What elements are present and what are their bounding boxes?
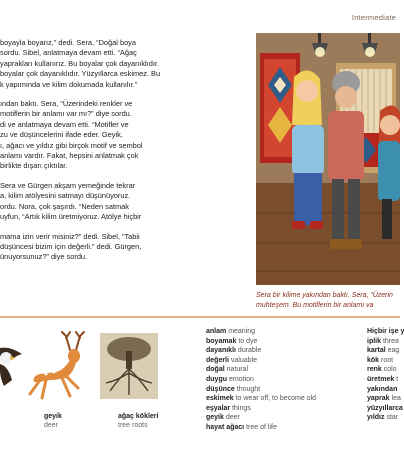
story-paragraph xyxy=(0,232,248,263)
glossary-term: boyamak xyxy=(206,337,237,345)
glossary-term: iplik xyxy=(367,337,382,345)
glossary-term: Hiçbir işe y xyxy=(367,328,404,335)
glossary-term: üretmek xyxy=(367,375,395,383)
glossary-row xyxy=(367,337,400,347)
glossary-row xyxy=(367,394,400,404)
story-line: düşüncesi bizim için değerli.” dedi. Gürgen, xyxy=(0,241,142,251)
tree-roots-icon xyxy=(100,333,158,399)
caption-line: muhteşem. Bu motiflerin bir anlamı va xyxy=(256,302,374,309)
glossary-column xyxy=(206,327,356,433)
glossary-term: eskimek xyxy=(206,395,234,403)
glossary-row xyxy=(367,365,400,375)
glossary-row xyxy=(367,385,400,395)
vocab-caption xyxy=(44,412,62,430)
glossary-translation: to dye xyxy=(238,337,258,345)
glossary-term: dayanıklı xyxy=(206,347,236,355)
story-line: ünuyorsunuz?” diye sordu. xyxy=(0,252,88,262)
glossary-row xyxy=(206,385,356,395)
vocab-translation: tree roots xyxy=(118,422,148,429)
glossary-translation: valuable xyxy=(230,356,257,364)
story-line: boyalar çok dayanıklıdır. Yüzyıllarca eskimez. Bu xyxy=(0,69,161,79)
glossary-translation: things xyxy=(232,404,251,412)
glossary-term: yakından xyxy=(367,385,398,393)
glossary-term: yüzyıllarca xyxy=(367,404,403,412)
caption-line: Sera bir kilime yakından baktı. Sera, “Üzerin xyxy=(256,292,393,299)
story-line: ı, ağacı ve yıldız gibi birçok motif ve sembol xyxy=(0,140,143,150)
story-line: birlikte dışarı çıktılar. xyxy=(0,161,68,171)
glossary-translation: emotion xyxy=(228,375,254,383)
glossary-term: anlam xyxy=(206,328,227,335)
story-paragraph xyxy=(0,181,248,223)
story-line: uyfun, “Artık kilim üretmiyoruz. Atölye hiçbir xyxy=(0,212,142,222)
deer-image xyxy=(26,330,92,406)
tree-roots-image xyxy=(100,333,158,399)
glossary-translation: star xyxy=(386,414,399,422)
glossary-translation: thought xyxy=(236,385,261,393)
story-line: di ve anlatmaya devam etti. “Motifler ve xyxy=(0,119,129,129)
glossary-row xyxy=(206,356,356,366)
glossary-term: kök xyxy=(367,356,380,364)
eagle-icon xyxy=(0,340,24,390)
section-divider xyxy=(0,316,400,318)
story-line: zu ve düşüncelerini ifade eder. Geyik, xyxy=(0,130,123,140)
glossary-row xyxy=(367,327,404,337)
illustration-caption xyxy=(256,291,400,311)
glossary-translation: natural xyxy=(226,366,249,374)
vocab-word: ağaç kökleri xyxy=(118,413,159,420)
glossary-row xyxy=(206,423,356,433)
story-line: ordu. Nora, çok şaşırdı. “Neden satmak xyxy=(0,201,129,211)
workshop-scene xyxy=(256,33,400,285)
glossary-term: yaprak xyxy=(367,395,390,403)
glossary-term: yıldız xyxy=(367,414,385,422)
glossary-row xyxy=(206,337,356,347)
glossary-row xyxy=(367,413,400,423)
story-line: a, kilim atölyesini satmayı düşünüyoruz. xyxy=(0,191,131,201)
glossary-translation: root xyxy=(381,356,394,364)
vocab-caption xyxy=(118,412,158,430)
glossary-row xyxy=(206,413,356,423)
glossary-row xyxy=(206,365,356,375)
glossary-row xyxy=(367,404,403,414)
workshop-illustration xyxy=(256,33,400,285)
story-line: boyayla boyarız,” dedi. Sera, “Doğal boya xyxy=(0,38,136,47)
glossary-row xyxy=(206,346,356,356)
story-line: mama izin verir misiniz?” dedi. Sibel, “Tabii xyxy=(0,231,140,241)
glossary-translation: eag xyxy=(387,347,400,355)
story-paragraph xyxy=(0,99,248,172)
story-line: Sera ve Gürgen akşam yemeğinde tekrar xyxy=(0,180,136,190)
glossary-row xyxy=(206,375,356,385)
glossary-term: değerli xyxy=(206,356,229,364)
glossary-translation: deer xyxy=(225,414,240,422)
glossary-term: eşyalar xyxy=(206,404,231,412)
glossary-translation: t xyxy=(396,375,399,383)
glossary-term: kartal xyxy=(367,347,386,355)
glossary-term: renk xyxy=(367,366,382,374)
story-line: sordu. Sibel, anlatmaya devam etti. “Ağaç xyxy=(0,48,137,58)
story-line: ından baktı. Sera, “Üzerindeki renkler ve xyxy=(0,99,133,109)
story-line: anlamı vardır. Fakat, hepsini anlatmak çok xyxy=(0,151,139,161)
vocab-word: geyik xyxy=(44,413,62,420)
glossary-row xyxy=(206,327,356,337)
glossary-translation: lea xyxy=(391,395,401,403)
glossary-translation: colo xyxy=(383,366,397,374)
story-line: k yapımında ve kilim dokumada kullanılır.” xyxy=(0,79,138,89)
story-line: motiflerin bir anlamı var mı?” diye sordu. xyxy=(0,109,132,119)
glossary-translation: tree of life xyxy=(246,423,277,431)
glossary-term: duygu xyxy=(206,375,227,383)
glossary-translation: to wear off, to become old xyxy=(235,395,317,403)
story-paragraph xyxy=(0,38,248,90)
story-line: yaprakları kullanırız. Bu boyalar çok dayanıklıdır. xyxy=(0,58,159,68)
glossary-term: geyik xyxy=(206,414,224,422)
glossary-row xyxy=(367,346,400,356)
glossary-column xyxy=(367,327,404,423)
eagle-image xyxy=(0,340,24,390)
deer-icon xyxy=(26,330,92,406)
story-text xyxy=(0,38,248,272)
glossary-translation: meaning xyxy=(228,328,256,335)
glossary-term: hayat ağacı xyxy=(206,423,245,431)
vocab-translation: deer xyxy=(44,422,59,429)
glossary-translation: threa xyxy=(382,337,399,345)
glossary-translation: durable xyxy=(237,347,262,355)
glossary-term: düşünce xyxy=(206,385,235,393)
glossary-row xyxy=(206,404,356,414)
glossary-row xyxy=(367,356,400,366)
level-label: Intermediate xyxy=(351,13,396,22)
glossary-row xyxy=(367,375,400,385)
glossary-row xyxy=(206,394,356,404)
glossary-term: doğal xyxy=(206,366,225,374)
